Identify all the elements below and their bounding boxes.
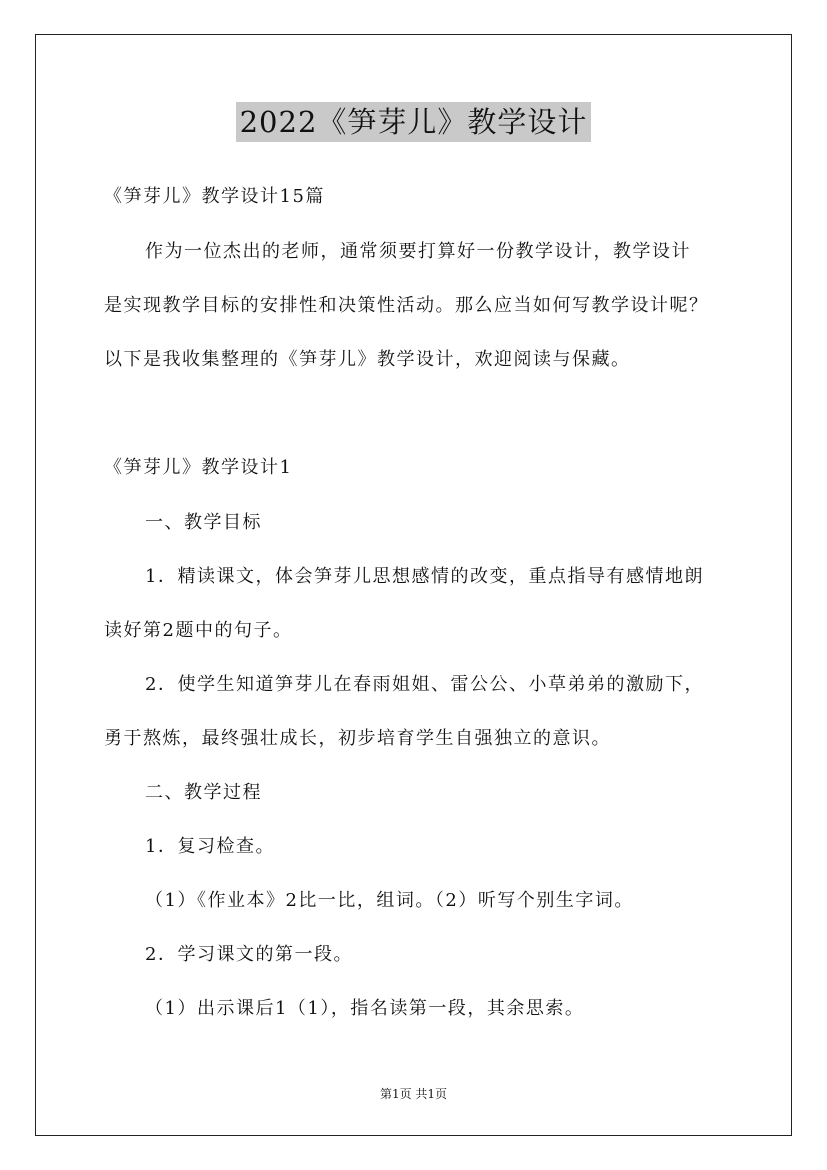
subsection-heading: 二、教学过程 — [145, 782, 262, 803]
paragraph-line: 1．精读课文，体会笋芽儿思想感情的改变，重点指导有感情地朗 — [145, 566, 704, 587]
paragraph-line: 2．使学生知道笋芽儿在春雨姐姐、雷公公、小草弟弟的激励下， — [145, 674, 704, 695]
section-heading: 《笋芽儿》教学设计1 — [104, 457, 293, 478]
paragraph-line: 是实现教学目标的安排性和决策性活动。那么应当如何写教学设计呢？ — [104, 295, 709, 316]
paragraph-line: 读好第2题中的句子。 — [104, 620, 293, 641]
page-footer: 第1页 共1页 — [379, 1087, 448, 1101]
subsection-heading: 一、教学目标 — [145, 512, 262, 533]
title-container — [0, 102, 827, 142]
paragraph-line: 勇于熬炼，最终强壮成长，初步培育学生自强独立的意识。 — [104, 728, 611, 749]
paragraph-line: 1．复习检查。 — [145, 836, 275, 857]
paragraph-line: 以下是我收集整理的《笋芽儿》教学设计，欢迎阅读与保藏。 — [104, 349, 631, 370]
paragraph-line: （1）出示课后1（1），指名读第一段，其余思索。 — [145, 998, 585, 1019]
subtitle-line: 《笋芽儿》教学设计15篇 — [104, 186, 325, 207]
paragraph-line: （1）《作业本》2比一比，组词。（2）听写个别生字词。 — [145, 890, 634, 911]
paragraph-line: 2．学习课文的第一段。 — [145, 944, 353, 965]
paragraph-line: 作为一位杰出的老师，通常须要打算好一份教学设计，教学设计 — [145, 241, 691, 262]
document-title: 2022《笋芽儿》教学设计 — [236, 102, 592, 142]
